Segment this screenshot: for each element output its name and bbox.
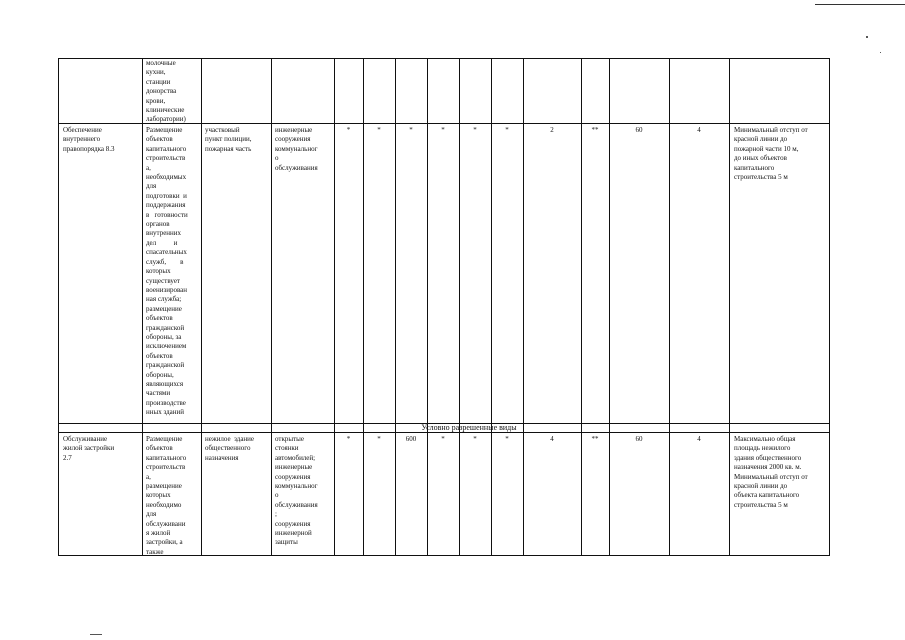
housing-description-cell: Размещение объектов капитального строительств а, размещение которых необходимо для обслуживани я жилой застройки, а также: [146, 435, 187, 555]
police-param-2: *: [377, 126, 381, 134]
col-divider: [271, 59, 272, 555]
police-notes-cell: Минимальный отступ от красной линии до пожарной части 10 м, до иных объектов капитального строительства 5 м: [734, 126, 808, 182]
housing-param-3: 600: [405, 435, 417, 443]
housing-param-4: *: [441, 435, 445, 443]
police-param-6: *: [505, 126, 509, 134]
scan-artifact-line: [815, 4, 905, 5]
police-objects-cell: участковый пункт полиции, пожарная часть: [205, 126, 252, 153]
housing-objects-cell: нежилое здание общественного назначения: [205, 435, 255, 462]
regulation-table: [58, 58, 830, 556]
housing-param-5: *: [473, 435, 477, 443]
col-divider: [729, 59, 730, 555]
housing-param-2: *: [377, 435, 381, 443]
police-param-10: 4: [697, 126, 701, 134]
housing-param-7: 4: [550, 435, 554, 443]
police-param-5: *: [473, 126, 477, 134]
housing-param-10: 4: [697, 435, 701, 443]
scan-artifact-mark: [90, 634, 102, 635]
continued-description-cell: молочные кухни, станции донорства крови, клинические лаборатории): [146, 59, 186, 124]
police-param-1: *: [346, 126, 351, 134]
col-divider: [201, 59, 202, 555]
police-param-4: *: [441, 126, 445, 134]
housing-name-cell: Обслуживание жилой застройки 2.7: [63, 435, 115, 462]
police-name-cell: Обеспечение внутреннего правопорядка 8.3: [63, 126, 115, 153]
scan-speck: [866, 36, 868, 38]
housing-auxiliary-cell: открытые стоянки автомобилей; инженерные сооружения коммунальног о обслуживания ; сооружения инженерной защиты: [275, 435, 318, 547]
housing-param-9: 60: [635, 435, 643, 443]
housing-param-6: *: [505, 435, 509, 443]
police-param-8: **: [591, 126, 599, 134]
housing-param-8: **: [591, 435, 599, 443]
police-param-9: 60: [635, 126, 643, 134]
police-description-cell: Размещение объектов капитального строительств а, необходимых для подготовки и поддержания в готовности органов внутренних дел и спасательных служб, в которых существует военизирован ная служба; размещение объектов гражданской обороны, за исключением объектов гражданской обороны, являющихся частями производстве нных зданий: [146, 126, 188, 417]
police-param-3: *: [409, 126, 413, 134]
housing-param-1: *: [346, 435, 351, 443]
conditional-section-label: Условно разрешенные виды: [421, 423, 517, 432]
police-param-7: 2: [550, 126, 554, 134]
police-auxiliary-cell: инженерные сооружения коммунальног о обслуживания: [275, 126, 318, 172]
col-divider: [142, 59, 143, 555]
housing-notes-cell: Максимально общая площадь нежилого здания общественного назначения 2000 кв. м. Минимальный отступ от красной линии до объекта капитального строительства 5 м: [734, 435, 808, 509]
scan-speck: [880, 52, 881, 53]
